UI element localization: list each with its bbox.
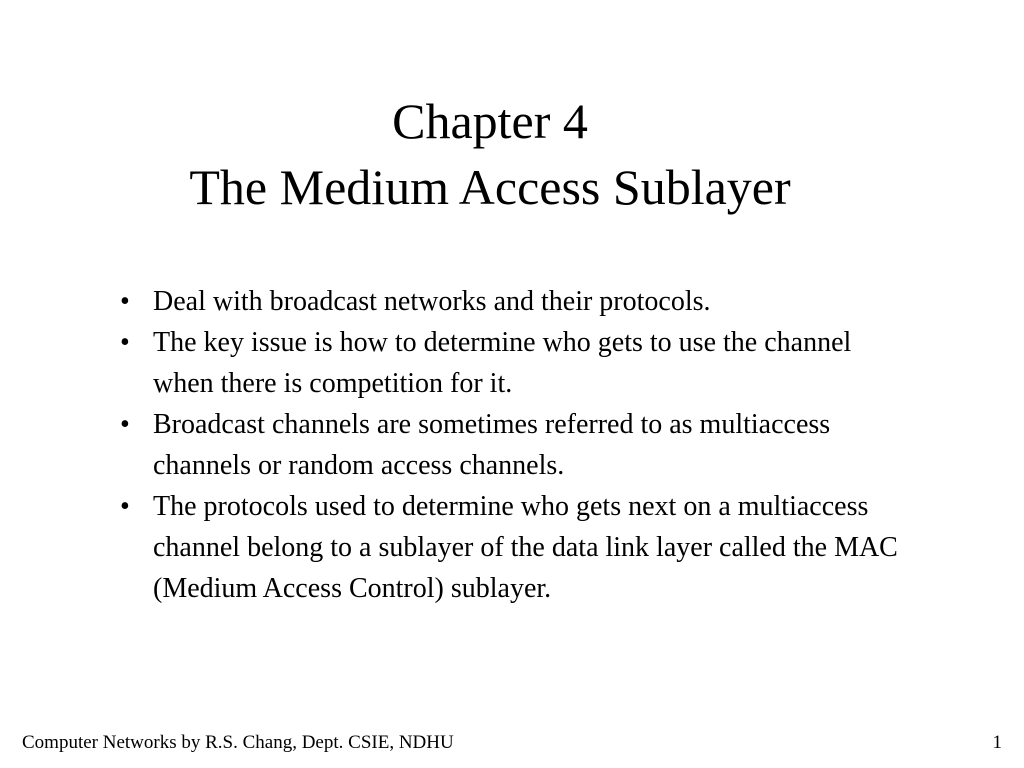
bullet-text: Deal with broadcast networks and their protocols.	[153, 286, 711, 317]
bullet-item-mac-sublayer	[116, 486, 916, 609]
chapter-title: The Medium Access Sublayer	[189, 159, 791, 215]
bullet-text: The protocols used to determine who gets next on a multiaccess channel belong to a sublayer of the data link layer called the MAC (Medium Access Control) sublayer.	[153, 491, 898, 604]
bullet-item-multiaccess-channels	[116, 404, 916, 486]
bullet-icon: •	[120, 409, 130, 440]
slide-title	[0, 88, 980, 220]
chapter-heading: Chapter 4	[392, 93, 588, 149]
bullet-list	[116, 281, 916, 609]
bullet-icon: •	[120, 286, 130, 317]
footer-text: Computer Networks by R.S. Chang, Dept. CSIE, NDHU	[22, 732, 454, 753]
bullet-text: Broadcast channels are sometimes referred to as multiaccess channels or random access channels.	[153, 409, 831, 481]
bullet-icon: •	[120, 327, 130, 358]
bullet-text: The key issue is how to determine who gets to use the channel when there is competition for it.	[153, 327, 852, 399]
bullet-item-broadcast-networks	[116, 281, 916, 322]
bullet-item-key-issue	[116, 322, 916, 404]
bullet-icon: •	[120, 491, 130, 522]
page-number: 1	[992, 732, 1002, 753]
